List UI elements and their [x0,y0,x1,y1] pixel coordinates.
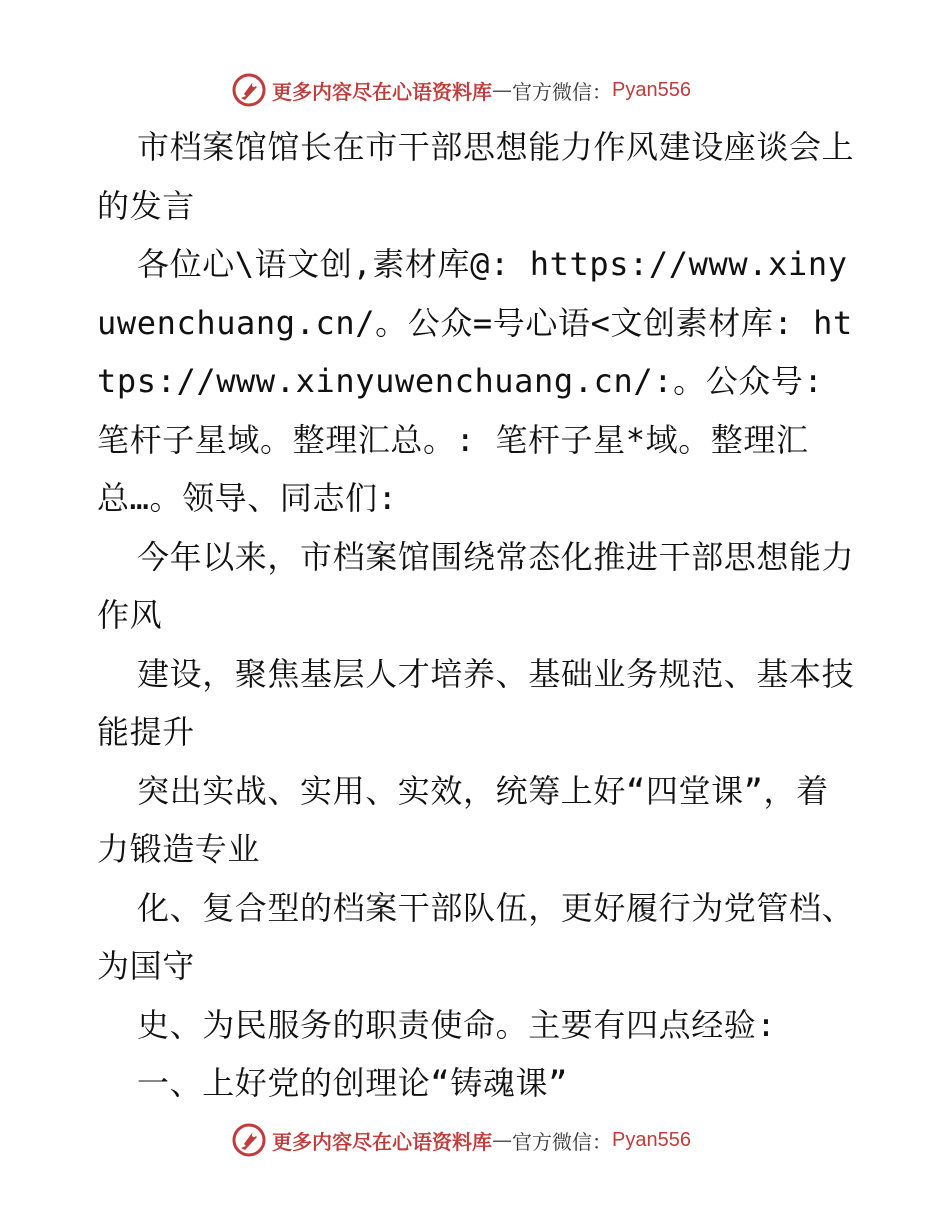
paragraph-3: 突出实战、实用、实效，统筹上好“四堂课”，着力锻造专业 [97,771,829,868]
paragraph-1: 今年以来，市档案馆围绕常态化推进干部思想能力作风 [97,537,855,634]
banner-wechat-label: 官方微信： [512,79,612,104]
banner-wechat-id: Pyan556 [612,1128,691,1151]
paragraph-5: 史、为民服务的职责使命。主要有四点经验: [137,1005,777,1044]
section-heading-1: 一、上好党的创理论“铸魂课” [137,1064,568,1102]
banner-dash: — [492,1128,512,1152]
banner-brand-text: 更多内容尽在心语资料库 [272,1129,492,1154]
document-title: 市档案馆馆长在市干部思想能力作风建设座谈会上的发言 [97,128,855,225]
pen-nib-logo-icon [232,1123,266,1157]
paragraph-intro: 各位心\语文创,素材库@: https://www.xinyuwenchuang.cn/。公众=号心语<文创素材库: https://www.xinyuwenchuang.cn/:。公众号: 笔杆子星域。整理汇总。: 笔杆子星*域。整理汇总…。领导、同志们: [97,245,853,517]
paragraph-2: 建设，聚焦基层人才培养、基础业务规范、基本技能提升 [97,654,855,751]
banner-wechat-label: 官方微信： [512,1129,612,1154]
paragraph-4: 化、复合型的档案干部队伍，更好履行为党管档、为国守 [97,888,855,985]
header-watermark-banner [232,72,691,108]
document-body [97,118,857,1113]
pen-nib-logo-icon [232,73,266,107]
banner-dash: — [492,78,512,102]
banner-brand-text: 更多内容尽在心语资料库 [272,79,492,104]
banner-wechat-id: Pyan556 [612,78,691,101]
footer-watermark-banner [232,1122,691,1158]
